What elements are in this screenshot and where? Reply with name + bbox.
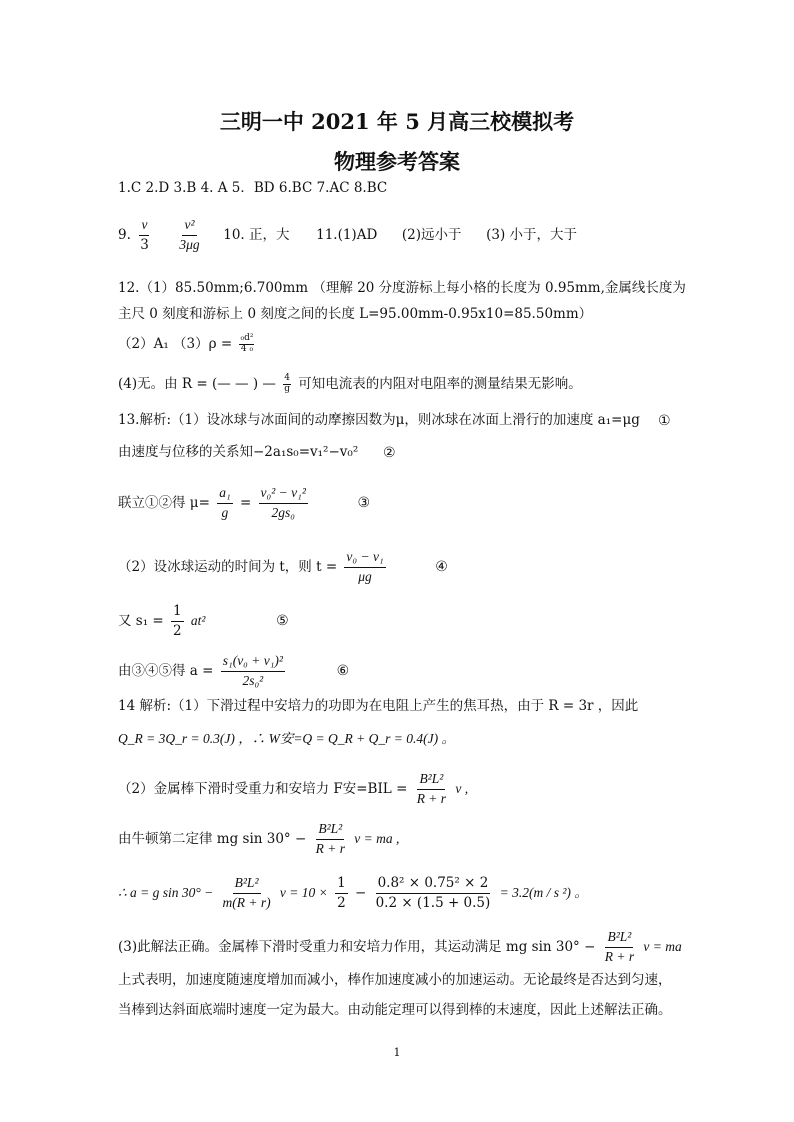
q14-line-7: 上式表明，加速度随速度增加而减小，棒作加速度减小的加速运动。无论最终是否达到匀速， [118, 972, 672, 988]
q9-frac-2: $\frac{\text{v²}}{3\mu g}$ [179, 217, 200, 252]
q11-answer-1: 11.(1)AD [316, 226, 378, 243]
q10-answer: 10. 正，大 [223, 226, 290, 243]
q12-line-2: 主尺 0 刻度和游标上 0 刻度之间的长度 L=95.00mm-0.95x10=85.50mm） [118, 306, 593, 322]
page-subtitle: 物理参考答案 [334, 149, 460, 174]
choice-answers: 1.C 2.D 3.B 4. A 5．BD 6.BC 7.AC 8.BC [118, 180, 388, 196]
q14-line-3: （2）金属棒下滑时受重力和安培力 F安=BIL = $\frac{\text{B²L²}}{R + r}$ v , [118, 771, 469, 806]
q14-line-1: 14 解析:（1）下滑过程中安培力的功即为在电阻上产生的焦耳热，由于 R = 3r ，因此 [118, 698, 639, 714]
q13-line-2: 由速度与位移的关系知−2a₁s₀=v₁²−v₀² ② [118, 444, 396, 461]
q12-part-4-lead: (4)无。由 R = [118, 375, 208, 392]
q9-frac-1: $\frac{v}{3}$ [140, 217, 149, 253]
q11-answer-3: (3) 小于，大于 [486, 226, 578, 243]
q14-line-5: ∴ a = g sin 30° − $\frac{\text{B²L²}}{m(R + r)}$ v = 10 × $\frac{1}{2}$ − $\frac{\text{0.8² × 0.75² × 2}}{0.2 \times (1.5 + 0.5)}$ = 3.2(m / s ²) 。 [118, 875, 588, 911]
q9-label: 9. [118, 226, 131, 243]
q12-part-4-text: 可知电流表的内阻对电阻率的测量结果无影响。 [298, 375, 582, 392]
q12-rho-frac: $\frac{\text{₀d²}}{\text{4 ₀}}$ [240, 333, 254, 354]
q14-line-2: Q_R = 3Q_r = 0.3(J) ，∴ W安=Q = Q_R + Q_r = 0.4(J) 。 [118, 731, 455, 746]
q13-line-1: 13.解析:（1）设冰球与冰面间的动摩擦因数为μ，则冰球在冰面上滑行的加速度 a₁=μg ① [118, 412, 671, 429]
q13-line-5: 又 s₁ = $\frac{1}{2}$ at² ⑤ [118, 603, 289, 639]
q12-part-2-3: （2）A₁ （3）ρ = [118, 335, 233, 352]
q11-answer-2: (2)远小于 [401, 226, 462, 243]
q14-line-6: (3)此解法正确。金属棒下滑时受重力和安培力作用，其运动满足 mg sin 30° − $\frac{\text{B²L²}}{R + r}$ v = ma [118, 929, 682, 964]
q13-line-6: 由③④⑤得 a = $\frac{\text{s₁(v₀ + v₁)²}}{\text{2s₀²}}$ ⑥ [118, 653, 350, 688]
q12-line-4 [118, 374, 582, 395]
q9-11-line [118, 218, 577, 253]
page-number: 1 [393, 1046, 401, 1059]
q12-line-3 [118, 334, 257, 355]
q14-line-8: 当棒到达斜面底端时速度一定为最大。由动能定理可以得到棒的末速度，因此上述解法正确。 [118, 1002, 672, 1018]
q13-line-3: 联立①②得 μ= $\frac{\text{a₁}}{g}$ = $\frac{\text{v₀² − v₁²}}{\text{2gs₀}}$ ③ [118, 485, 371, 520]
q14-line-4: 由牛顿第二定律 mg sin 30° − $\frac{\text{B²L²}}{R + r}$ v = ma , [118, 821, 400, 856]
q12-line-1: 12.（1）85.50mm;6.700mm （理解 20 分度游标上每小格的长度为 0.95mm,金属线长度为 [118, 280, 686, 296]
page-title: 三明一中 2021 年 5 月高三校模拟考 [219, 109, 575, 134]
q13-line-4: （2）设冰球运动的时间为 t，则 t = $\frac{\text{v₀ − v₁}}{\mu g}$ ④ [118, 549, 448, 584]
q12-part-4-frac: $\frac{4}{g}$ [284, 373, 290, 394]
q12-part-4-expr: (— — ) — [211, 375, 276, 392]
